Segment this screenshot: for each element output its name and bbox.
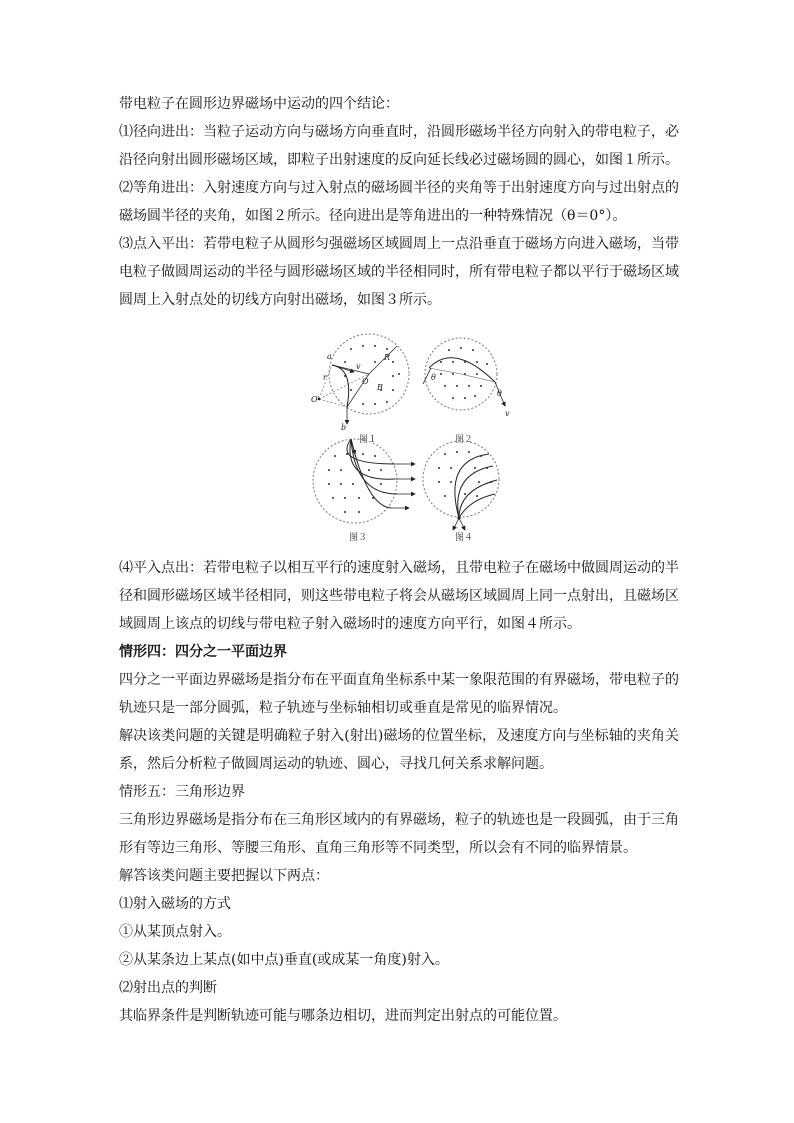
figure-2 <box>423 338 510 445</box>
figure-1 <box>311 334 409 445</box>
label-B: B <box>377 383 383 392</box>
label-theta-2: θ <box>497 389 502 398</box>
case-4-paragraph-2: 解决该类问题的关键是明确粒子射入(射出)磁场的位置坐标，及速度方向与坐标轴的夹角关系，然后分析粒子做圆周运动的轨迹、圆心，寻找几何关系求解问题。 <box>119 728 679 772</box>
conclusion-3: ⑶点入平出：若带电粒子从圆形匀强磁场区域圆周上一点沿垂直于磁场方向进入磁场，当带电粒子做圆周运动的半径与圆形磁场区域的半径相同时，所有带电粒子都以平行于磁场区域圆周上入射点处的切线方向射出磁场，如图３所示。 <box>119 236 679 308</box>
intro-paragraph: 带电粒子在圆形边界磁场中运动的四个结论： <box>119 96 399 112</box>
caption-fig4: 图４ <box>455 533 474 543</box>
case-5-paragraph-1: 三角形边界磁场是指分布在三角形区域内的有界磁场，粒子的轨迹也是一段圆弧，由于三角形有等边三角形、等腰三角形、直角三角形等不同类型，所以会有不同的临界情景。 <box>119 812 679 856</box>
figures-svg <box>119 324 679 546</box>
label-R: R <box>384 353 391 362</box>
label-v: v <box>356 362 361 371</box>
exit-paragraph: 其临界条件是判断轨迹可能与哪条边相切，进而判定出射点的可能位置。 <box>119 1008 567 1024</box>
conclusion-2: ⑵等角进出：入射速度方向与过入射点的磁场圆半径的夹角等于出射速度方向与过出射点的磁场圆半径的夹角，如图２所示。径向进出是等角进出的一种特殊情况（θ＝0°）。 <box>119 180 679 224</box>
figure-3 <box>313 439 415 543</box>
conclusion-1: ⑴径向进出：当粒子运动方向与磁场方向垂直时，沿圆形磁场半径方向射入的带电粒子，必沿径向射出圆形磁场区域，即粒子出射速度的反向延长线必过磁场圆的圆心，如图１所示。 <box>119 124 679 168</box>
heading-case-4: 情形四：四分之一平面边界 <box>119 644 287 660</box>
conclusion-4: ⑷平入点出：若带电粒子以相互平行的速度射入磁场，且带电粒子在磁场中做圆周运动的半径和圆形磁场区域半径相同，则这些带电粒子将会从磁场区域圆周上同一点射出，且磁场区域圆周上该点的切线与带电粒子射入磁场时的速度方向平行，如图４所示。 <box>119 560 679 632</box>
subheading-entry: ⑴射入磁场的方式 <box>119 896 231 912</box>
figure-4 <box>423 441 499 543</box>
label-b: b <box>341 423 347 432</box>
document-body <box>119 90 679 1030</box>
label-theta-1: θ <box>431 373 436 382</box>
label-v-2: v <box>505 409 510 418</box>
label-r: r <box>323 373 327 382</box>
label-a: a <box>327 352 332 361</box>
entry-item-1: ①从某顶点射入。 <box>119 924 231 940</box>
figure-group <box>119 324 679 546</box>
caption-fig1: 图１ <box>359 435 378 445</box>
caption-fig2: 图２ <box>455 435 474 445</box>
entry-item-2: ②从某条边上某点(如中点)垂直(或成某一角度)射入。 <box>119 952 449 968</box>
label-O-prime: O′ <box>311 395 320 404</box>
case-4-paragraph-1: 四分之一平面边界磁场是指分布在平面直角坐标系中某一象限范围的有界磁场，带电粒子的轨迹只是一部分圆弧，粒子轨迹与坐标轴相切或垂直是常见的临界情况。 <box>119 672 679 716</box>
heading-case-5: 情形五：三角形边界 <box>119 784 245 800</box>
label-O: O <box>362 377 369 386</box>
subheading-exit: ⑵射出点的判断 <box>119 980 217 996</box>
case-5-paragraph-2: 解答该类问题主要把握以下两点： <box>119 868 329 884</box>
caption-fig3: 图３ <box>349 533 368 543</box>
